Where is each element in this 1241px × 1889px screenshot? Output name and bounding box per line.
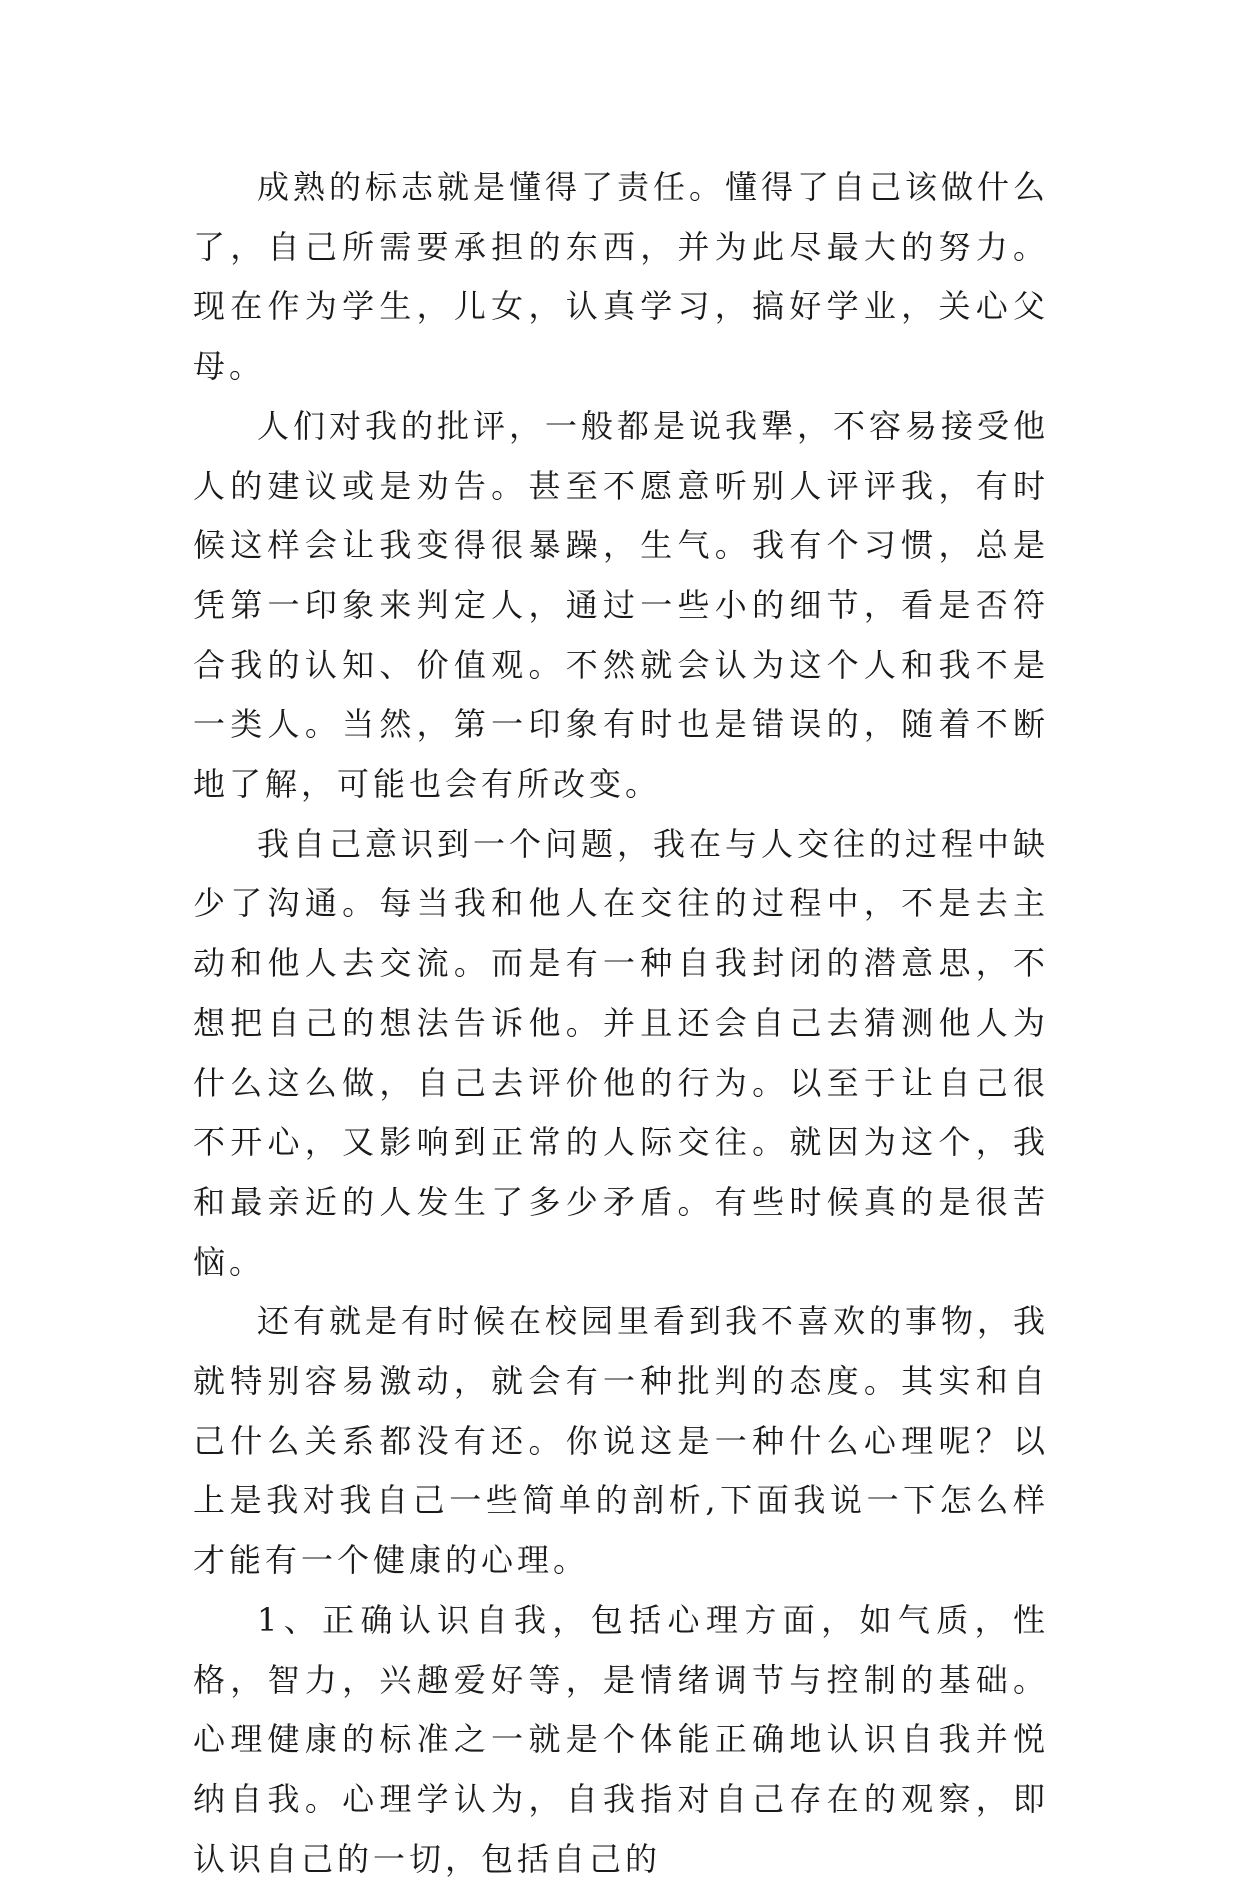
paragraph-2: 人们对我的批评，一般都是说我犟，不容易接受他人的建议或是劝告。甚至不愿意听别人评评我，有时候这样会让我变得很暴躁，生气。我有个习惯，总是凭第一印象来判定人，通过一些小的细节，看是否符合我的认知、价值观。不然就会认为这个人和我不是一类人。当然，第一印象有时也是错误的，随着不断地了解，可能也会有所改变。 [193,406,1050,804]
paragraph-3: 我自己意识到一个问题，我在与人交往的过程中缺少了沟通。每当我和他人在交往的过程中，不是去主动和他人去交流。而是有一种自我封闭的潜意思，不想把自己的想法告诉他。并且还会自己去猜测他人为什么这么做，自己去评价他的行为。以至于让自己很不开心，又影响到正常的人际交往。就因为这个，我和最亲近的人发生了多少矛盾。有些时候真的是很苦恼。 [193,824,1050,1281]
paragraph-5: 1、正确认识自我，包括心理方面，如气质，性格，智力，兴趣爱好等，是情绪调节与控制的基础。心理健康的标准之一就是个体能正确地认识自我并悦纳自我。心理学认为，自我指对自己存在的观察，即认识自己的一切，包括自己的 [193,1600,1049,1878]
document-body [193,158,1049,1889]
paragraph-1: 成熟的标志就是懂得了责任。懂得了自己该做什么了，自己所需要承担的东西，并为此尽最大的努力。现在作为学生，儿女，认真学习，搞好学业，关心父母。 [193,168,1050,386]
paragraph-4: 还有就是有时候在校园里看到我不喜欢的事物，我就特别容易激动，就会有一种批判的态度。其实和自己什么关系都没有还。你说这是一种什么心理呢？以上是我对我自己一些简单的剖析,下面我说一下怎么样才能有一个健康的心理。 [193,1302,1050,1580]
